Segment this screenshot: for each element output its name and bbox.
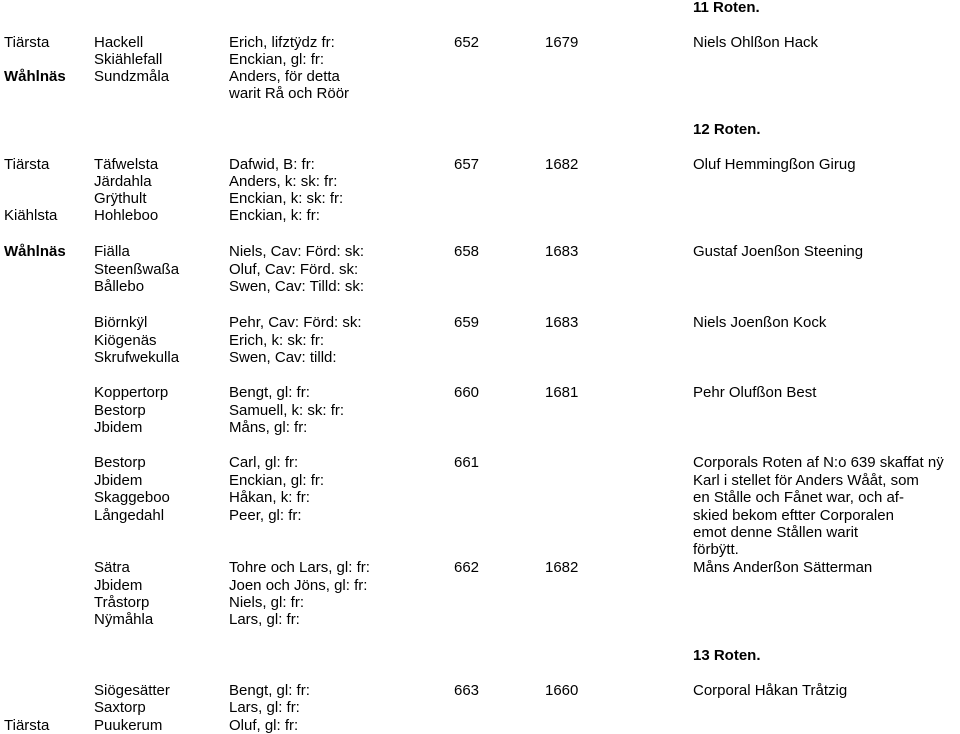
- row-8-nr: 658: [454, 243, 480, 260]
- row-26-name: Lars, gl: fr:: [229, 611, 300, 628]
- row-18-soldier: Karl i stellet för Anders Wååt, som: [693, 472, 919, 489]
- row-27-soldier: Corporal Håkan Tråtzig: [693, 682, 848, 699]
- row-17-nr: 661: [454, 454, 480, 471]
- row-11-nr: 659: [454, 314, 480, 331]
- row-23-farm: Sätra: [94, 559, 130, 576]
- row-14-farm: Koppertorp: [94, 384, 169, 401]
- row-11-name: Pehr, Cav: Förd: sk:: [229, 314, 362, 331]
- row-19-farm: Skaggeboo: [94, 489, 170, 506]
- row-4-nr: 657: [454, 156, 480, 173]
- row-18-name: Enckian, gl: fr:: [229, 472, 325, 489]
- row-10-name: Swen, Cav: Tilld: sk:: [229, 278, 365, 295]
- row-8-year: 1683: [545, 243, 579, 260]
- section-heading-roten-11: 11 Roten.: [693, 0, 760, 16]
- row-5-farm: Järdahla: [94, 173, 152, 190]
- row-0-soldier: Niels Ohlßon Hack: [693, 34, 819, 51]
- row-0-parish: Tiärsta: [4, 34, 50, 51]
- row-6-name: Enckian, k: sk: fr:: [229, 190, 344, 207]
- row-7-name: Enckian, k: fr:: [229, 207, 320, 224]
- row-18-farm: Jbidem: [94, 472, 143, 489]
- row-1-name: Enckian, gl: fr:: [229, 51, 325, 68]
- row-20-farm: Långedahl: [94, 507, 165, 524]
- row-13-name: Swen, Cav: tilld:: [229, 349, 337, 366]
- row-26-farm: Nÿmåhla: [94, 611, 154, 628]
- row-6-farm: Grÿthult: [94, 190, 147, 207]
- row-4-farm: Täfwelsta: [94, 156, 159, 173]
- section-heading-roten-12: 12 Roten.: [693, 121, 761, 138]
- row-17-farm: Bestorp: [94, 454, 146, 471]
- row-14-year: 1681: [545, 384, 579, 401]
- row-25-farm: Tråstorp: [94, 594, 150, 611]
- row-17-name: Carl, gl: fr:: [229, 454, 299, 471]
- row-0-farm: Hackell: [94, 34, 144, 51]
- row-15-farm: Bestorp: [94, 402, 146, 419]
- row-19-name: Håkan, k: fr:: [229, 489, 310, 506]
- row-1-farm: Skiählefall: [94, 51, 163, 68]
- row-2-farm: Sundzmåla: [94, 68, 170, 85]
- row-0-year: 1679: [545, 34, 579, 51]
- row-29-parish: Tiärsta: [4, 717, 50, 734]
- row-14-nr: 660: [454, 384, 480, 401]
- row-15-name: Samuell, k: sk: fr:: [229, 402, 345, 419]
- row-4-year: 1682: [545, 156, 579, 173]
- row-17-soldier: Corporals Roten af N:o 639 skaffat nÿ: [693, 454, 944, 471]
- row-28-name: Lars, gl: fr:: [229, 699, 300, 716]
- row-16-farm: Jbidem: [94, 419, 143, 436]
- row-7-parish: Kiählsta: [4, 207, 58, 224]
- row-12-name: Erich, k: sk: fr:: [229, 332, 325, 349]
- row-23-soldier: Måns Anderßon Sätterman: [693, 559, 873, 576]
- row-14-name: Bengt, gl: fr:: [229, 384, 310, 401]
- row-7-farm: Hohleboo: [94, 207, 159, 224]
- row-27-year: 1660: [545, 682, 579, 699]
- row-25-name: Niels, gl: fr:: [229, 594, 305, 611]
- row-23-nr: 662: [454, 559, 480, 576]
- row-8-parish: Wåhlnäs: [4, 243, 66, 260]
- row-20-soldier: skied bekom eftter Corporalen: [693, 507, 894, 524]
- row-12-farm: Kiögenäs: [94, 332, 157, 349]
- row-2-name: Anders, för detta: [229, 68, 340, 85]
- row-5-name: Anders, k: sk: fr:: [229, 173, 338, 190]
- row-10-farm: Bållebo: [94, 278, 145, 295]
- row-9-farm: Steenßwaßa: [94, 261, 180, 278]
- row-20-name: Peer, gl: fr:: [229, 507, 302, 524]
- row-0-nr: 652: [454, 34, 480, 51]
- row-11-year: 1683: [545, 314, 579, 331]
- row-4-parish: Tiärsta: [4, 156, 50, 173]
- row-27-farm: Siögesätter: [94, 682, 170, 699]
- row-29-farm: Puukerum: [94, 717, 163, 734]
- row-23-year: 1682: [545, 559, 579, 576]
- row-28-farm: Saxtorp: [94, 699, 146, 716]
- row-23-name: Tohre och Lars, gl: fr:: [229, 559, 370, 576]
- row-27-name: Bengt, gl: fr:: [229, 682, 310, 699]
- section-heading-roten-13: 13 Roten.: [693, 647, 761, 664]
- row-2-parish: Wåhlnäs: [4, 68, 66, 85]
- row-13-farm: Skrufwekulla: [94, 349, 180, 366]
- row-4-soldier: Oluf Hemmingßon Girug: [693, 156, 856, 173]
- row-27-nr: 663: [454, 682, 480, 699]
- row-29-name: Oluf, gl: fr:: [229, 717, 299, 734]
- row-8-name: Niels, Cav: Förd: sk:: [229, 243, 365, 260]
- row-8-soldier: Gustaf Joenßon Steening: [693, 243, 864, 260]
- row-3-name: warit Rå och Röör: [229, 85, 350, 102]
- row-16-name: Måns, gl: fr:: [229, 419, 308, 436]
- row-11-farm: Biörnkÿl: [94, 314, 148, 331]
- row-9-name: Oluf, Cav: Förd. sk:: [229, 261, 359, 278]
- row-11-soldier: Niels Joenßon Kock: [693, 314, 827, 331]
- row-19-soldier: en Stålle och Fånet war, och af-: [693, 489, 904, 506]
- row-22-soldier: förbÿtt.: [693, 541, 739, 558]
- row-24-name: Joen och Jöns, gl: fr:: [229, 577, 368, 594]
- row-14-soldier: Pehr Olufßon Best: [693, 384, 817, 401]
- row-24-farm: Jbidem: [94, 577, 143, 594]
- row-21-soldier: emot denne Stållen warit: [693, 524, 859, 541]
- row-4-name: Dafwid, B: fr:: [229, 156, 315, 173]
- row-0-name: Erich, lifztÿdz fr:: [229, 34, 335, 51]
- row-8-farm: Fiälla: [94, 243, 130, 260]
